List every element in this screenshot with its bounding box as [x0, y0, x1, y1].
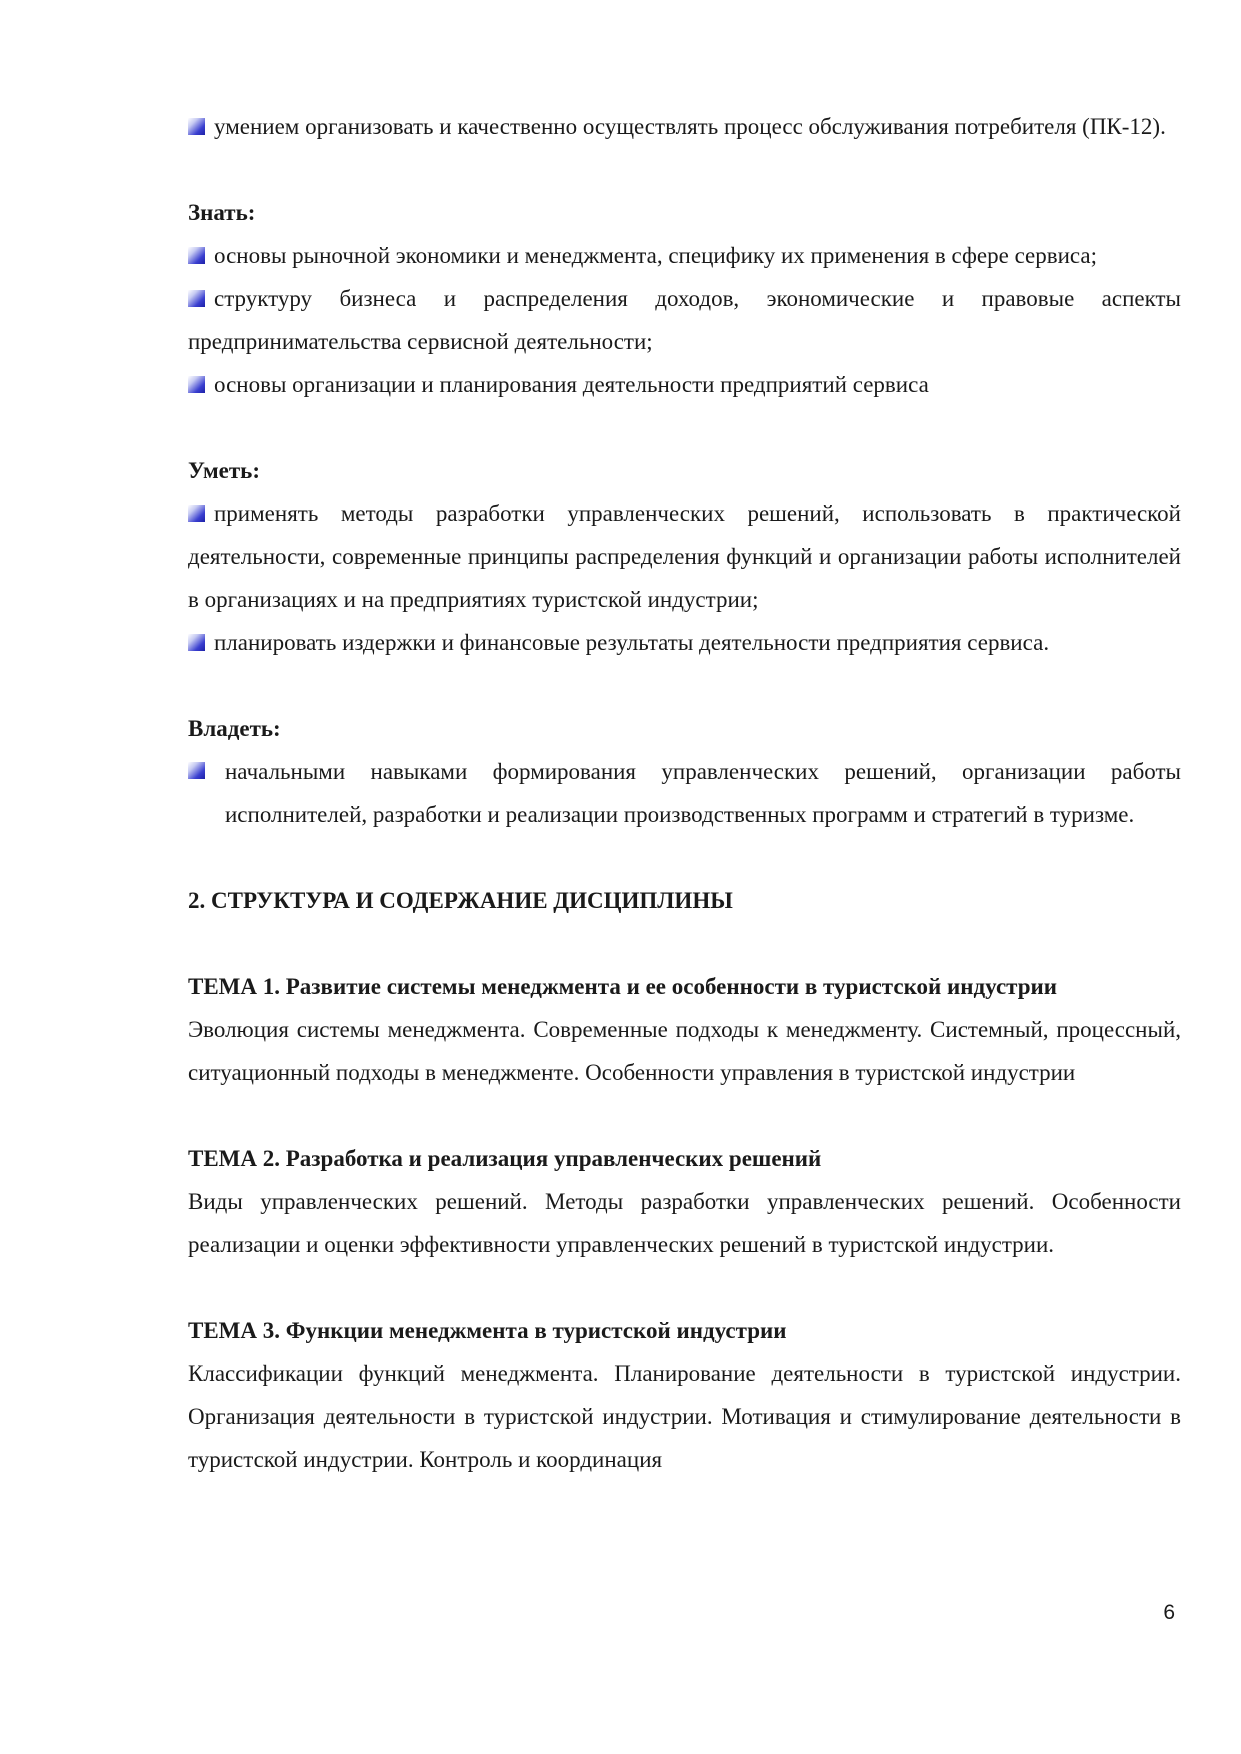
- know-heading: Знать:: [188, 200, 256, 225]
- page-number: 6: [1163, 1601, 1175, 1624]
- section-title: 2. СТРУКТУРА И СОДЕРЖАНИЕ ДИСЦИПЛИНЫ: [188, 888, 733, 913]
- topic-text: Виды управленческих решений. Методы разработки управленческих решений. Особенности реализации и оценки эффективности управленческих решений в туристской индустрии.: [188, 1189, 1181, 1257]
- list-item: структуру бизнеса и распределения доходов, экономические и правовые аспекты предпринимательства сервисной деятельности;: [188, 286, 1181, 354]
- list-item: применять методы разработки управленческих решений, использовать в практической деятельности, современные принципы распределения функций и организации работы исполнителей в организациях и на предприятиях туристской индустрии;: [188, 501, 1181, 612]
- list-item: основы рыночной экономики и менеджмента, специфику их применения в сфере сервиса;: [188, 234, 1181, 277]
- own-heading: Владеть:: [188, 716, 281, 741]
- square-bullet-icon: [188, 762, 205, 779]
- able-heading: Уметь:: [188, 458, 260, 483]
- square-bullet-icon: [188, 290, 205, 307]
- square-bullet-icon: [188, 118, 205, 135]
- list-item: начальными навыками формирования управленческих решений, организации работы исполнителей, разработки и реализации производственных программ и стратегий в туризме.: [188, 750, 1181, 836]
- topic-text: Эволюция системы менеджмента. Современные подходы к менеджменту. Системный, процессный, ситуационный подходы в менеджменте. Особенности управления в туристской индустрии: [188, 1017, 1181, 1085]
- list-item: основы организации и планирования деятельности предприятий сервиса: [188, 363, 1181, 406]
- topic-title: ТЕМА 2. Разработка и реализация управленческих решений: [188, 1146, 822, 1171]
- competence-item: умением организовать и качественно осуществлять процесс обслуживания потребителя (ПК-12).: [188, 105, 1181, 148]
- document-page: [188, 105, 1181, 1481]
- square-bullet-icon: [188, 634, 205, 651]
- list-item: планировать издержки и финансовые результаты деятельности предприятия сервиса.: [188, 621, 1181, 664]
- square-bullet-icon: [188, 376, 205, 393]
- square-bullet-icon: [188, 247, 205, 264]
- topic-text: Классификации функций менеджмента. Планирование деятельности в туристской индустрии. Организация деятельности в туристской индустрии. Мотивация и стимулирование деятельности в туристской индустрии. Контроль и координация: [188, 1361, 1181, 1472]
- topic-title: ТЕМА 3. Функции менеджмента в туристской индустрии: [188, 1318, 787, 1343]
- topic-title: ТЕМА 1. Развитие системы менеджмента и ее особенности в туристской индустрии: [188, 974, 1058, 999]
- square-bullet-icon: [188, 505, 205, 522]
